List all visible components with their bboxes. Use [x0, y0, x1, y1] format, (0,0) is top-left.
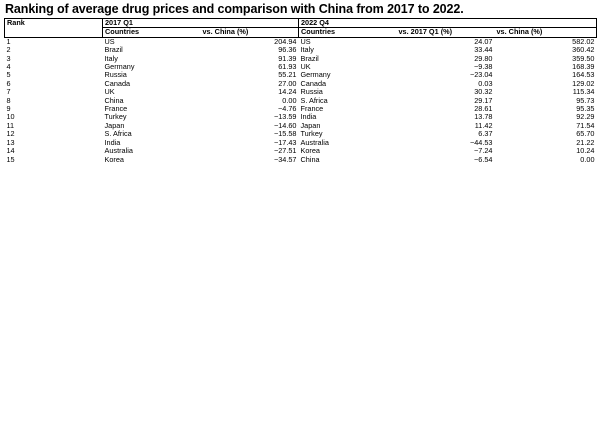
vs-2017q1-2022-header: vs. 2017 Q1 (%): [397, 28, 495, 37]
country-2022-cell: UK: [300, 63, 311, 72]
vs-china-2017-cell: 27.00: [278, 79, 297, 88]
rank-cell: 6: [6, 79, 11, 88]
vs-china-2022-cell: 359.50: [572, 54, 595, 63]
table-body: [5, 37, 597, 164]
vs-china-2022-cell: 71.54: [576, 121, 595, 130]
vs-2017q1-2022-cell: 6.37: [478, 130, 493, 139]
rank-cell: 9: [6, 105, 11, 114]
vs-2017q1-2022-cell: −23.04: [469, 71, 493, 80]
rank-cell: 5: [6, 71, 11, 80]
rank-cell: 7: [6, 88, 11, 97]
rank-cell: 11: [6, 121, 15, 130]
country-2017-cell: Germany: [104, 63, 135, 72]
table-row: [5, 113, 597, 121]
ranking-table: [4, 18, 597, 164]
country-2017-cell: S. Africa: [104, 130, 132, 139]
countries-2022-header: Countries: [299, 28, 397, 37]
vs-2017q1-2022-cell: 30.32: [474, 88, 493, 97]
vs-2017q1-2022-cell: 24.07: [474, 37, 493, 46]
vs-2017q1-2022-cell: 33.44: [474, 46, 493, 55]
vs-2017q1-2022-cell: 28.61: [474, 105, 493, 114]
vs-2017q1-2022-cell: −7.24: [474, 147, 493, 156]
vs-china-2017-header: vs. China (%): [201, 28, 299, 37]
vs-china-2022-cell: 95.35: [576, 105, 595, 114]
rank-cell: 2: [6, 46, 11, 55]
rank-cell: 15: [6, 155, 15, 164]
vs-2017q1-2022-cell: 0.03: [478, 79, 493, 88]
vs-china-2017-cell: 61.93: [278, 63, 297, 72]
country-2017-cell: Japan: [104, 121, 125, 130]
country-2017-cell: Australia: [104, 147, 133, 156]
country-2017-cell: Italy: [104, 54, 118, 63]
vs-china-2022-cell: 92.29: [576, 113, 595, 122]
vs-china-2017-cell: −13.59: [273, 113, 297, 122]
vs-china-2022-cell: 168.39: [572, 63, 595, 72]
vs-china-2022-cell: 0.00: [580, 155, 595, 164]
country-2022-cell: Italy: [300, 46, 314, 55]
country-2022-cell: S. Africa: [300, 96, 328, 105]
group-header-2022: 2022 Q4: [299, 19, 597, 28]
vs-china-2022-cell: 164.53: [572, 71, 595, 80]
vs-china-2022-cell: 115.34: [572, 88, 595, 97]
group-header-2017: 2017 Q1: [103, 19, 299, 28]
vs-china-2022-cell: 21.22: [576, 138, 595, 147]
country-2017-cell: Brazil: [104, 46, 123, 55]
countries-2017-header: Countries: [103, 28, 201, 37]
country-2022-cell: Australia: [300, 138, 329, 147]
country-2022-cell: Brazil: [300, 54, 319, 63]
country-2017-cell: France: [104, 105, 128, 114]
table-row: [5, 80, 597, 88]
table-row: [5, 156, 597, 164]
country-2017-cell: China: [104, 96, 124, 105]
country-2022-cell: Japan: [300, 121, 321, 130]
rank-cell: 8: [6, 96, 11, 105]
vs-2017q1-2022-cell: 13.78: [474, 113, 493, 122]
country-2017-cell: Korea: [104, 155, 124, 164]
vs-china-2017-cell: −27.51: [273, 147, 297, 156]
country-2022-cell: Canada: [300, 79, 327, 88]
vs-china-2022-cell: 10.24: [576, 147, 595, 156]
rank-cell: 4: [6, 63, 11, 72]
rank-cell: 10: [6, 113, 15, 122]
table-row: [5, 55, 597, 63]
vs-china-2017-cell: −34.57: [273, 155, 297, 164]
table-row: [5, 130, 597, 138]
vs-china-2022-cell: 360.42: [572, 46, 595, 55]
rank-cell: 1: [6, 37, 11, 46]
country-2022-cell: Korea: [300, 147, 320, 156]
country-2022-cell: India: [300, 113, 317, 122]
country-2022-cell: Germany: [300, 71, 331, 80]
table-row: [5, 122, 597, 130]
vs-china-2017-cell: −14.60: [273, 121, 297, 130]
vs-china-2017-cell: 91.39: [278, 54, 297, 63]
country-2017-cell: Russia: [104, 71, 127, 80]
table-row: [5, 63, 597, 71]
vs-2017q1-2022-cell: −44.53: [469, 138, 493, 147]
vs-2017q1-2022-cell: −6.54: [474, 155, 493, 164]
country-2017-cell: Turkey: [104, 113, 127, 122]
rank-header: Rank: [5, 19, 103, 38]
vs-2017q1-2022-cell: 11.42: [474, 121, 493, 130]
country-2017-cell: UK: [104, 88, 115, 97]
rank-cell: 13: [6, 138, 15, 147]
vs-china-2022-cell: 582.02: [572, 37, 595, 46]
vs-2017q1-2022-cell: −9.38: [474, 63, 493, 72]
vs-china-2017-cell: −17.43: [273, 138, 297, 147]
vs-china-2017-cell: −15.58: [273, 130, 297, 139]
table-row: [5, 147, 597, 155]
vs-china-2022-cell: 65.70: [576, 130, 595, 139]
country-2022-cell: US: [300, 37, 311, 46]
vs-china-2022-header: vs. China (%): [495, 28, 597, 37]
vs-2017q1-2022-cell: 29.17: [474, 96, 493, 105]
table-row: [5, 105, 597, 113]
country-2022-cell: China: [300, 155, 320, 164]
rank-cell: 3: [6, 54, 11, 63]
vs-2017q1-2022-cell: 29.80: [474, 54, 493, 63]
country-2017-cell: India: [104, 138, 121, 147]
rank-cell: 14: [6, 147, 15, 156]
vs-china-2017-cell: −4.76: [278, 105, 297, 114]
vs-china-2022-cell: 95.73: [576, 96, 595, 105]
country-2017-cell: US: [104, 37, 115, 46]
table-row: [5, 97, 597, 105]
vs-china-2022-cell: 129.02: [572, 79, 595, 88]
table-title: Ranking of average drug prices and comparison with China from 2017 to 2022.: [5, 2, 464, 16]
table-row: [5, 139, 597, 147]
rank-cell: 12: [6, 130, 15, 139]
table-row: [5, 37, 597, 46]
table-row: [5, 46, 597, 54]
country-2022-cell: Turkey: [300, 130, 323, 139]
header-row-groups: [5, 19, 597, 28]
vs-china-2017-cell: 96.36: [278, 46, 297, 55]
vs-china-2017-cell: 14.24: [278, 88, 297, 97]
vs-china-2017-cell: 0.00: [282, 96, 297, 105]
vs-china-2017-cell: 55.21: [278, 71, 297, 80]
country-2017-cell: Canada: [104, 79, 131, 88]
country-2022-cell: France: [300, 105, 324, 114]
country-2022-cell: Russia: [300, 88, 323, 97]
table-row: [5, 71, 597, 79]
vs-china-2017-cell: 204.94: [274, 37, 297, 46]
table-row: [5, 88, 597, 96]
